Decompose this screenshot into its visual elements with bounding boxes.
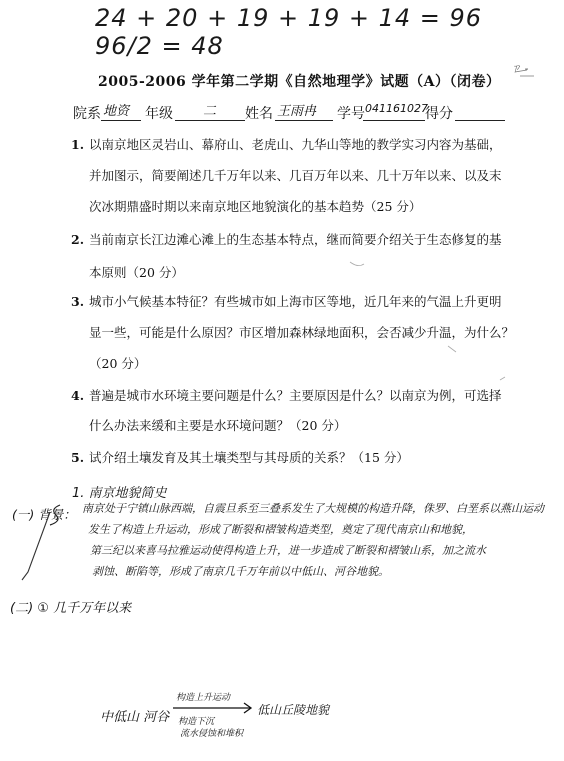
question-number: 5. [71, 450, 85, 465]
answer-line: 南京处于宁镇山脉西端，自震旦系至三叠系发生了大规模的构造升降，侏罗、白垩系以燕山运动 [82, 502, 544, 515]
question-text-line: 普遍是城市水环境主要问题是什么？主要原因是什么？以南京为例，可选择 [89, 388, 502, 403]
corner-mark: ㄗ - [510, 62, 529, 75]
name-label: 姓名 [245, 106, 273, 122]
diagram-arrow-bottom-label-2: 流水侵蚀和堆积 [180, 729, 244, 739]
answer-line: 发生了构造上升运动，形成了断裂和褶皱构造类型，奠定了现代南京山和地貌， [88, 523, 473, 536]
answer-part2-label: (二) ① 几千万年以来 [10, 601, 132, 616]
name-value: 王雨冉 [277, 104, 317, 119]
stray-mark [500, 377, 505, 380]
grade-value: 二 [203, 104, 217, 119]
question-text-line: 并加图示，简要阐述几千万年以来、几百万年以来、几十万年以来、以及末 [89, 168, 502, 183]
dept-value: 地资 [103, 104, 130, 119]
question-text-line: 以南京地区灵岩山、幕府山、老虎山、九华山等地的教学实习内容为基础， [89, 137, 502, 152]
diagram-left-label: 中低山 河谷 [100, 710, 170, 725]
answer-part1-label: (一) 背景： [12, 507, 76, 522]
corner-scribble [515, 70, 534, 76]
question-text-line: 什么办法来缓和主要是水环境问题？（20 分） [89, 418, 347, 433]
stray-mark [448, 346, 456, 352]
question-number: 1. [71, 137, 85, 152]
answer-line: 剥蚀、断陷等，形成了南京几千万年前以中低山、河谷地貌。 [92, 565, 389, 578]
question-number: 4. [71, 388, 85, 403]
question-text-line: 次冰期鼎盛时期以来南京地区地貌演化的基本趋势（25 分） [89, 199, 422, 214]
question-text-line: 本原则（20 分） [89, 265, 184, 280]
id-label: 学号 [337, 106, 365, 122]
id-value: 041161027 [365, 102, 428, 115]
grade-label: 年级 [145, 106, 173, 122]
dept-label: 院系 [73, 106, 101, 122]
question-text-line: 当前南京长江边滩心滩上的生态基本特点，继而简要介绍关于生态修复的基 [89, 232, 502, 247]
question-text-line: 显一些，可能是什么原因？市区增加森林绿地面积，会否减少升温，为什么？ [89, 325, 515, 340]
calculation-line-1: 24 + 20 + 19 + 19 + 14 = 96 [95, 4, 483, 32]
answer-bracket [50, 505, 60, 525]
question-text-line: （20 分） [89, 356, 147, 371]
calculation-line-2: 96/2 = 48 [95, 32, 224, 60]
check-mark [22, 512, 50, 580]
diagram-right-label: 低山丘陵地貌 [257, 703, 330, 717]
score-label: 得分 [425, 106, 453, 122]
answer-line: 第三纪以来喜马拉雅运动使得构造上升，进一步造成了断裂和褶皱山系，加之流水 [90, 544, 486, 557]
answer-heading: 1. 南京地貌简史 [72, 486, 167, 501]
question-text-line: 城市小气候基本特征？有些城市如上海市区等地，近几年来的气温上升更明 [89, 294, 502, 309]
diagram-arrow-top-label: 构造上升运动 [176, 693, 231, 703]
diagram-arrow-bottom-label-1: 构造下沉 [178, 717, 215, 727]
question-number: 2. [71, 232, 85, 247]
stray-mark [350, 262, 364, 266]
question-number: 3. [71, 294, 85, 309]
exam-title: 2005-2006 学年第二学期《自然地理学》试题（A）（闭卷） [98, 74, 501, 90]
question-text-line: 试介绍土壤发育及其土壤类型与其母质的关系？（15 分） [89, 450, 409, 465]
